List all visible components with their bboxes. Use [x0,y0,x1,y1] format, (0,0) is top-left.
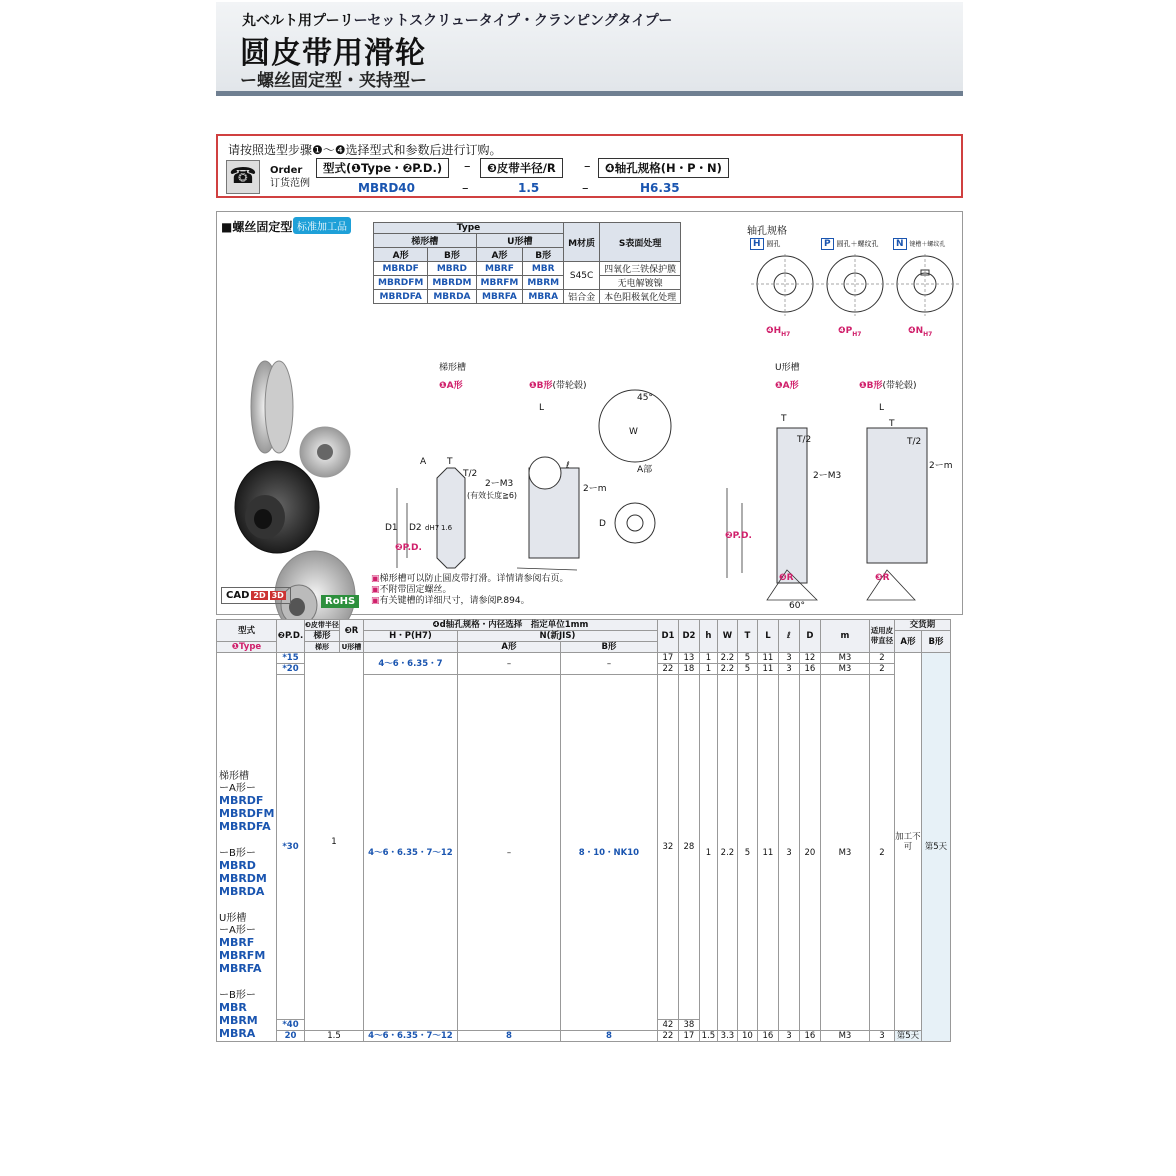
zh-subtitle: ー螺丝固定型・夹持型ー [240,71,427,91]
delivery-a-na: 加工不可 [894,653,921,1031]
ell-cell: 3 [778,653,799,664]
notes [371,574,569,607]
w-cell: 2.2 [717,653,737,664]
t-cell: 5 [737,675,757,1031]
bore-h: H 圆孔 [750,239,780,249]
dim-t2-u: T/2 [797,435,812,445]
dim-1-6: 1.6 [441,524,453,532]
a-part: A部 [637,465,653,475]
n-a-cell: – [457,675,560,1031]
delivery-a: 第5天 [894,1031,921,1042]
surface-cell: 四氧化三铁保护膜 [600,262,681,276]
bore-h-label: $❹H_{H7}$ [766,326,791,338]
type-cell: MBRDF [374,262,428,276]
dim-d2: D2 [409,523,422,533]
zh-title: 圆皮带用滑轮 [240,36,426,71]
bore-p-label: $❹P_{H7}$ [838,326,862,338]
ell-cell: 3 [778,675,799,1031]
hdr-d1: D1 [657,620,678,653]
pd-cell: *20 [277,664,305,675]
order-value-type: MBRD40 [358,181,415,195]
m-cell: M3 [820,675,869,1031]
type-list: 梯形槽 ーA形ー MBRDF MBRDFM MBRDFA ーB形ー MBRD MBRDM MBRDA U形槽 ーA形ー MBRF MBRFM MBRFA ーB形ー MBR MBRM MBRA [217,653,277,1042]
dim-ell: ℓ [566,461,570,471]
d1-cell: 22 [657,1031,678,1042]
hdr-belt: 适用皮带直径 [869,620,894,653]
angle-60: 60° [789,601,805,611]
d2-cell: 38 [678,1020,699,1031]
dim-w: W [629,427,638,437]
order-instruction: 请按照选型步骤❶～❹选择型式和参数后进行订购。 [228,143,502,157]
l-cell: 16 [757,1031,778,1042]
type-cell: MBRA [523,290,564,304]
m-cell: M3 [820,1031,869,1042]
hdr-u: U形槽 [339,642,363,653]
w-cell: 2.2 [717,675,737,1031]
ell-cell: 3 [778,664,799,675]
n-b-cell: 8・10・NK10 [560,675,657,1031]
header-row [217,620,951,631]
d2-cell: 17 [678,1031,699,1042]
u-groove-header: U形槽 [476,234,564,248]
material-cell: 铝合金 [564,290,600,304]
d1-cell: 42 [657,1020,678,1031]
order-dash: – [464,159,471,174]
order-radius-box: ❸皮带半径/R [480,158,563,178]
n-a-cell: 8 [457,1031,560,1042]
n-b-cell: – [560,653,657,675]
t-cell: 5 [737,653,757,664]
hdr-type: ❶Type [217,642,277,653]
hp-cell: 4～6・6.35・7～12 [363,1031,457,1042]
pd-cell: *15 [277,653,305,664]
r-cell: 1 [305,653,364,1031]
hdr-h: h [699,620,717,653]
a-header: A形 [374,248,428,262]
l-cell: 11 [757,653,778,664]
m-cell: M3 [820,664,869,675]
type-cell: MBRF [476,262,523,276]
material-header: M材质 [564,223,600,262]
angle-45: 45° [637,393,653,403]
spec-table [216,619,951,1042]
order-label: Order 订货范例 [270,165,310,189]
panel-title: ■螺丝固定型 [221,220,293,234]
dim-r-b: ❸R [875,573,890,583]
d-cell: 16 [799,664,820,675]
h-cell: 1 [699,653,717,664]
dim-dh7: dH7 [425,524,440,532]
phone-icon: ☎ [226,160,260,194]
type-cell: MBRM [523,276,564,290]
n-b-cell: 8 [560,1031,657,1042]
belt-cell: 3 [869,1031,894,1042]
pd-cell: *30 [277,675,305,1020]
material-cell: S45C [564,262,600,290]
m-callout: 2ーm [583,484,607,494]
type-cell: MBR [523,262,564,276]
hp-cell: 4～6・6.35・7 [363,653,457,675]
order-bore-box: ❹轴孔规格(H・P・N) [598,158,729,178]
dim-d: D [599,519,606,529]
n-a-cell: – [457,653,560,675]
cad-badge[interactable]: CAD 2D 3D [221,587,291,604]
dim-l-u: L [879,403,885,413]
order-dash: – [584,159,591,174]
b-header: B形 [523,248,564,262]
ell-cell: 3 [778,1031,799,1042]
order-dash: – [462,181,469,196]
table-row [217,1031,951,1042]
w-cell: 2.2 [717,664,737,675]
h-cell: 1 [699,664,717,675]
order-value-bore: H6.35 [640,181,680,195]
d1-cell: 17 [657,653,678,664]
surface-cell: 无电解镀镍 [600,276,681,290]
hdr-belt-radius: ❸皮带半径 [305,621,339,629]
h-cell: 1 [699,675,717,1031]
d2-cell: 18 [678,664,699,675]
hdr-ell: ℓ [778,620,799,653]
hdr-model: 型式 [217,620,277,642]
v-groove-title: 梯形槽 [439,363,467,373]
d2-cell: 13 [678,653,699,664]
t-cell: 10 [737,1031,757,1042]
hdr-del-b: B形 [921,631,950,653]
note-item: ▣梯形槽可以防止圆皮带打滑。详情请参阅右页。 [371,574,569,584]
type-cell: MBRD [428,262,476,276]
page-header [216,2,963,96]
r-cell: 1.5 [305,1031,364,1042]
hdr-b: B形 [560,642,657,653]
u-groove-title: U形槽 [775,363,800,373]
hdr-v: 梯形 [305,631,340,642]
order-type-box: 型式(❶Type・❷P.D.) [316,158,449,178]
order-dash: – [582,181,589,196]
v-a-shape: ❶A形 [439,381,463,391]
a-header: A形 [476,248,523,262]
dim-l: L [539,403,545,413]
m3-length: (有效长度≧6) [467,491,518,500]
dim-t2: T/2 [463,469,478,479]
hdr-r: ❸R [339,620,363,642]
type-table [373,222,681,304]
bore-p: P 圆孔＋螺纹孔 [821,239,878,249]
hdr-hp: H・P(H7) [363,631,457,642]
t-cell: 5 [737,664,757,675]
pd-cell: 20 [277,1031,305,1042]
jp-title: 丸ベルト用プーリーセットスクリュータイプ・クランピングタイプー [242,13,673,29]
type-cell: MBRFM [476,276,523,290]
bore-title: 轴孔规格 [747,226,787,237]
dim-t2-ub: T/2 [907,437,922,447]
dim-r: ❸R [779,573,794,583]
l-cell: 11 [757,675,778,1031]
dim-a: A [420,457,427,467]
hdr-delivery: 交货期 [894,620,950,631]
rohs-badge: RoHS [321,595,359,608]
type-cell: MBRDFM [374,276,428,290]
hdr-hp-blank [363,642,457,653]
d1-cell: 32 [657,675,678,1020]
surface-header: S表面处理 [600,223,681,262]
hdr-bore: ❹d轴孔规格・内径选择 指定单位1mm [363,620,657,631]
u-a-shape: ❶A形 [775,381,799,391]
hdr-del-a: A形 [894,631,921,653]
pd-cell: *40 [277,1020,305,1031]
hdr-n: N(新JIS) [457,631,657,642]
type-cell: MBRDFA [374,290,428,304]
m-cell: M3 [820,653,869,664]
bore-n: N 键槽＋螺纹孔 [893,239,945,249]
hdr-l: L [757,620,778,653]
d1-cell: 22 [657,664,678,675]
note-item: ▣有关键槽的详细尺寸，请参阅P.894。 [371,596,530,606]
dim-t-ub: T [889,419,895,429]
order-example-box [216,134,963,198]
d2-cell: 28 [678,675,699,1020]
hdr-w: W [717,620,737,653]
dim-pd-u: ❷P.D. [725,531,752,541]
hdr-t: T [737,620,757,653]
table-row [217,653,951,664]
spec-panel [216,211,963,615]
m3-callout: 2ーM3 [485,479,514,489]
delivery-b: 第5天 [921,653,950,1042]
type-cell: MBRFA [476,290,523,304]
standard-badge: 标准加工品 [293,217,351,234]
b-header: B形 [428,248,476,262]
m3-callout-u: 2ーM3 [813,471,842,481]
hdr-d: D [799,620,820,653]
hdr-v2: 梯形 [305,642,340,653]
d-cell: 12 [799,653,820,664]
v-groove-header: 梯形槽 [374,234,477,248]
d-cell: 16 [799,1031,820,1042]
type-cell: MBRDM [428,276,476,290]
surface-cell: 本色阳极氧化处理 [600,290,681,304]
bore-n-label: $❹N_{H7}$ [908,326,933,338]
hdr-m: m [820,620,869,653]
dim-t: T [447,457,453,467]
dim-pd: ❷P.D. [395,543,422,553]
hdr-d2: D2 [678,620,699,653]
belt-cell: 2 [869,675,894,1031]
dim-t-u: T [781,414,787,424]
h-cell: 1.5 [699,1031,717,1042]
order-value-radius: 1.5 [518,181,540,195]
note-item: ▣不附带固定螺丝。 [371,585,452,595]
belt-cell: 2 [869,664,894,675]
w-cell: 3.3 [717,1031,737,1042]
belt-cell: 2 [869,653,894,664]
d-cell: 20 [799,675,820,1031]
hp-cell: 4～6・6.35・7～12 [363,675,457,1031]
hdr-a: A形 [457,642,560,653]
type-header: Type [374,223,564,234]
hdr-pd: ❷P.D. [277,620,305,653]
type-cell: MBRDA [428,290,476,304]
u-b-shape: ❶B形(带轮毂) [859,381,917,391]
l-cell: 11 [757,664,778,675]
m-callout-u: 2ーm [929,461,953,471]
dim-d1: D1 [385,523,398,533]
v-b-shape: ❶B形(带轮毂) [529,381,587,391]
